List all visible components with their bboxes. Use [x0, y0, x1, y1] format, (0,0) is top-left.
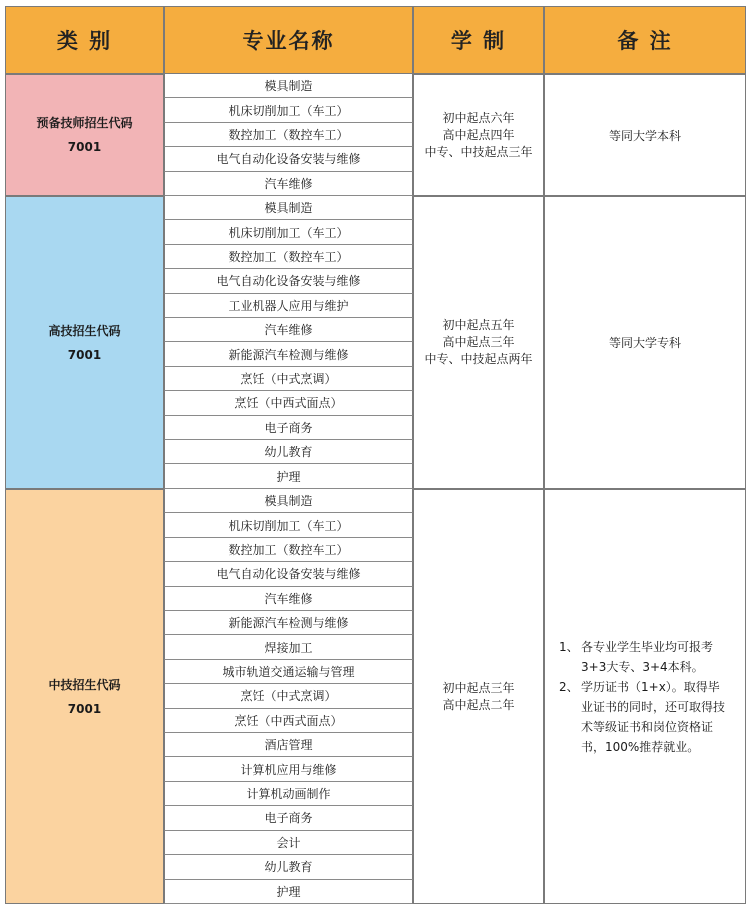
duration-line: 中专、中技起点两年	[424, 352, 533, 366]
category-code: 7001	[67, 701, 102, 716]
category-code: 7001	[67, 347, 102, 362]
remarks-cell	[544, 196, 746, 489]
category-code: 7001	[67, 140, 102, 154]
program-table	[5, 6, 746, 904]
major-item: 电子商务	[164, 416, 413, 440]
group-senior-technician	[5, 196, 746, 489]
category-label: 中技招生代码	[48, 677, 121, 692]
major-item: 机床切削加工（车工）	[164, 220, 413, 244]
remarks-item	[559, 677, 731, 757]
major-item: 烹饪（中西式面点）	[164, 391, 413, 415]
remarks-text: 等同大学专科	[608, 336, 681, 350]
major-item: 电气自动化设备安装与维修	[164, 562, 413, 586]
major-item: 电气自动化设备安装与维修	[164, 269, 413, 293]
category-cell	[5, 74, 164, 196]
category-cell	[5, 196, 164, 489]
remarks-item-text: 学历证书（1+x）。取得毕业证书的同时，还可取得技术等级证书和岗位资格证书，100%推荐就业。	[581, 679, 726, 754]
major-item: 计算机应用与维修	[164, 757, 413, 781]
major-item: 计算机动画制作	[164, 782, 413, 806]
major-item: 酒店管理	[164, 733, 413, 757]
header-remarks: 备 注	[544, 6, 746, 74]
duration-line: 初中起点五年	[442, 318, 515, 332]
major-item: 数控加工（数控车工）	[164, 245, 413, 269]
header-category: 类 别	[5, 6, 164, 74]
category-cell	[5, 489, 164, 904]
duration-cell	[413, 74, 544, 196]
group-preparatory-technician	[5, 74, 746, 196]
header-major: 专业名称	[164, 6, 413, 74]
major-item: 电子商务	[164, 806, 413, 830]
duration-line: 初中起点三年	[442, 680, 515, 695]
major-list	[164, 74, 413, 196]
major-item: 烹饪（中式烹调）	[164, 684, 413, 708]
duration-line: 高中起点三年	[442, 335, 515, 349]
remarks-list	[559, 637, 731, 757]
major-item: 新能源汽车检测与维修	[164, 611, 413, 635]
major-item: 模具制造	[164, 74, 413, 98]
major-item: 数控加工（数控车工）	[164, 123, 413, 147]
major-item: 工业机器人应用与维护	[164, 294, 413, 318]
duration-cell	[413, 489, 544, 904]
duration-line: 高中起点二年	[442, 697, 515, 712]
major-item: 汽车维修	[164, 172, 413, 196]
category-label: 高技招生代码	[48, 323, 121, 338]
remarks-item-number: 2、	[559, 679, 579, 694]
remarks-item-text: 各专业学生毕业均可报考3+3大专、3+4本科。	[581, 639, 714, 674]
major-item: 新能源汽车检测与维修	[164, 342, 413, 366]
duration-line: 初中起点六年	[442, 110, 515, 125]
major-list	[164, 196, 413, 489]
major-item: 会计	[164, 831, 413, 855]
major-item: 电气自动化设备安装与维修	[164, 147, 413, 171]
table-header	[5, 6, 746, 74]
major-item: 烹饪（中西式面点）	[164, 709, 413, 733]
major-item: 汽车维修	[164, 587, 413, 611]
major-item: 护理	[164, 880, 413, 904]
remarks-text: 等同大学本科	[608, 128, 681, 143]
major-item: 幼儿教育	[164, 855, 413, 879]
major-item: 模具制造	[164, 196, 413, 220]
duration-line: 高中起点四年	[442, 127, 515, 142]
group-intermediate-technician	[5, 489, 746, 904]
category-label: 预备技师招生代码	[36, 116, 133, 130]
remarks-cell	[544, 489, 746, 904]
major-item: 机床切削加工（车工）	[164, 98, 413, 122]
major-item: 城市轨道交通运输与管理	[164, 660, 413, 684]
remarks-cell	[544, 74, 746, 196]
major-item: 模具制造	[164, 489, 413, 513]
header-duration: 学 制	[413, 6, 544, 74]
major-item: 数控加工（数控车工）	[164, 538, 413, 562]
duration-cell	[413, 196, 544, 489]
major-list	[164, 489, 413, 904]
major-item: 焊接加工	[164, 635, 413, 659]
major-item: 机床切削加工（车工）	[164, 513, 413, 537]
remarks-item	[559, 637, 731, 677]
major-item: 烹饪（中式烹调）	[164, 367, 413, 391]
major-item: 护理	[164, 464, 413, 488]
major-item: 幼儿教育	[164, 440, 413, 464]
remarks-item-number: 1、	[559, 639, 579, 654]
duration-line: 中专、中技起点三年	[424, 144, 533, 159]
major-item: 汽车维修	[164, 318, 413, 342]
